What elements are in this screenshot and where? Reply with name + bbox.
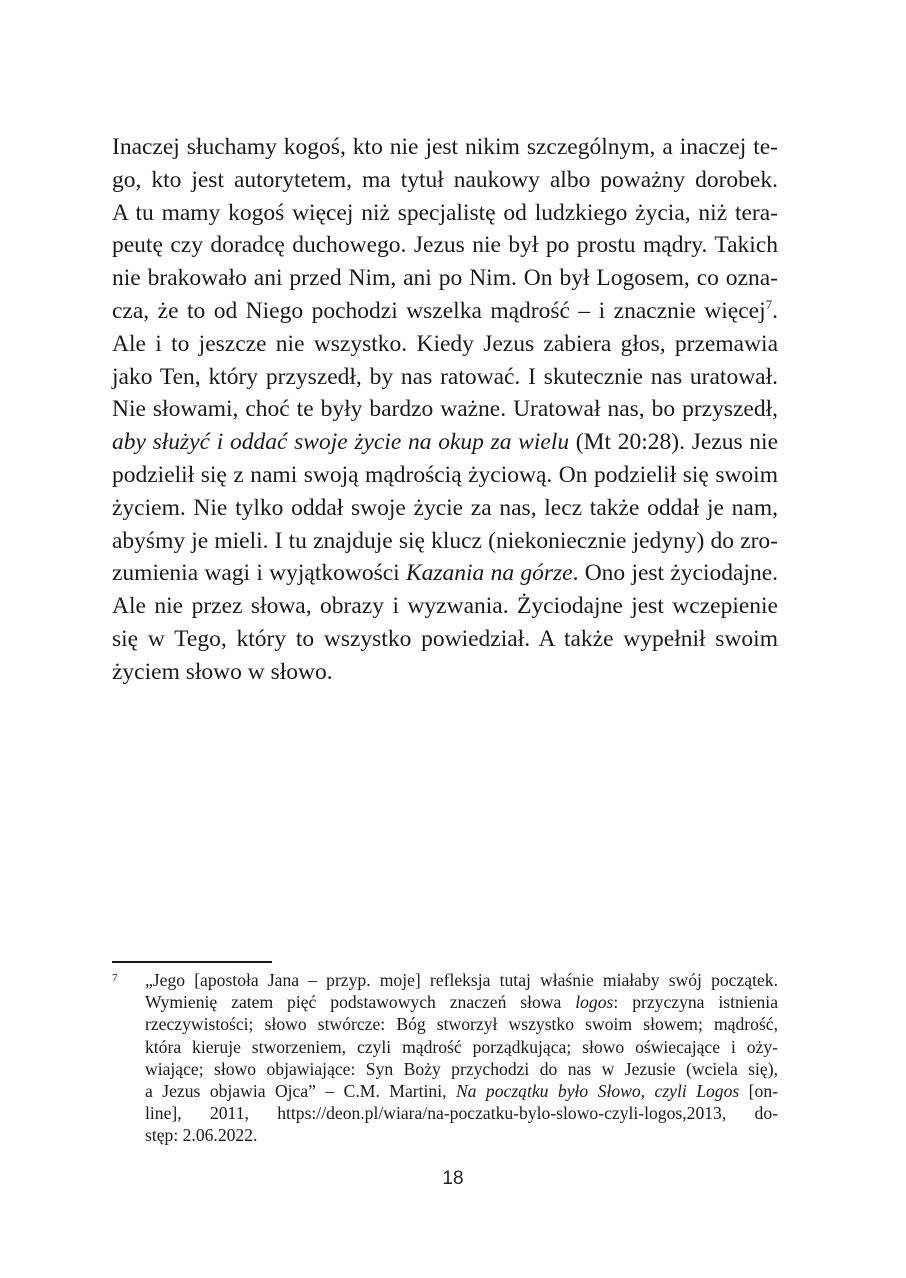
footnote-text: a Jezus objawia Ojca” – C.M. Martini, xyxy=(145,1081,456,1102)
body-line-text: cza, że to od Niego pochodzi wszelka mądrość – i znacznie więcej xyxy=(112,297,766,324)
footnote-term: logos xyxy=(575,992,614,1013)
body-line: Ale i to jeszcze nie wszystko. Kiedy Jezus zabiera głos, przemawia xyxy=(112,330,778,357)
footnote-line: „Jego [apostoła Jana – przyp. moje] refleksja tutaj właśnie miałaby swój początek. xyxy=(145,970,778,990)
body-line-punct: . xyxy=(772,297,778,324)
body-line xyxy=(112,426,778,459)
body-line: Nie słowami, choć te były bardzo ważne. Uratował nas, bo przyszedł, xyxy=(112,396,778,423)
body-line: nie brakowało ani przed Nim, ani po Nim. On był Logosem, co ozna- xyxy=(112,265,778,292)
body-line: życiem słowo w słowo. xyxy=(112,658,333,685)
footnote-line xyxy=(145,991,778,1013)
footnote-line: rzeczywistości; słowo stwórcze: Bóg stworzył wszystko swoim słowem; mądrość, xyxy=(145,1014,778,1035)
footnote-line: która kieruje stworzeniem, czyli mądrość porządkująca; słowo oświecające i oży- xyxy=(145,1036,778,1057)
body-line: A tu mamy kogoś więcej niż specjalistę od ludzkiego życia, niż tera- xyxy=(112,199,778,226)
body-line: abyśmy je mieli. I tu znajduje się klucz (niekoniecznie jedyny) do zro- xyxy=(112,527,778,554)
body-line: podzielił się z nami swoją mądrością życiową. On podzielił się swoim xyxy=(112,461,778,488)
body-line xyxy=(112,557,778,590)
sermon-title: Kazania na górze xyxy=(405,560,573,587)
footnote-text: Wymienię zatem pięć podstawowych znaczeń słowa xyxy=(145,992,576,1013)
footnote-line: line], 2011, https://deon.pl/wiara/na-poczatku-bylo-slowo-czyli-logos,2013, do- xyxy=(145,1103,778,1124)
cited-title: Na początku było Słowo, czyli Logos xyxy=(455,1081,740,1102)
footnote-text: [on- xyxy=(739,1081,778,1102)
scripture-quote: aby służyć i oddać swoje życie na okup za wielu xyxy=(112,429,570,456)
footnote-divider xyxy=(112,961,272,963)
footnote-text: : przyczyna istnienia xyxy=(613,992,778,1013)
footnote-line: stęp: 2.06.2022. xyxy=(145,1125,258,1146)
body-line: się w Tego, który to wszystko powiedział. A także wypełnił swoim xyxy=(112,625,778,652)
footnote xyxy=(112,969,778,1147)
body-line xyxy=(112,295,778,328)
page-number: 18 xyxy=(442,1168,464,1189)
footnote-reference[interactable]: 7 xyxy=(765,297,773,313)
body-text xyxy=(112,131,778,689)
body-line: peutę czy doradcę duchowego. Jezus nie był po prostu mądry. Takich xyxy=(112,232,778,259)
body-line: Inaczej słuchamy kogoś, kto nie jest nikim szczególnym, a inaczej te- xyxy=(112,134,778,160)
body-line: jako Ten, który przyszedł, by nas ratować. I skutecznie nas uratował. xyxy=(112,363,778,390)
footnote-line: wiające; słowo objawiające: Syn Boży przychodzi do nas w Jezusie (wciela się), xyxy=(145,1058,778,1079)
footnote-marker: 7 xyxy=(112,972,118,984)
body-line-text: . Ono jest życiodajne. xyxy=(572,560,778,587)
body-line-text: zumienia wagi i wyjątkowości xyxy=(112,560,406,587)
body-line: go, kto jest autorytetem, ma tytuł naukowy albo poważny dorobek. xyxy=(112,166,778,193)
footnote-body xyxy=(145,969,778,1147)
body-line: życiem. Nie tylko oddał swoje życie za nas, lecz także oddał je nam, xyxy=(112,494,778,521)
body-line: Ale nie przez słowa, obrazy i wyzwania. Życiodajne jest wczepienie xyxy=(112,593,778,620)
body-line-text: (Mt 20:28). Jezus nie xyxy=(569,429,778,456)
footnote-line xyxy=(145,1080,778,1102)
